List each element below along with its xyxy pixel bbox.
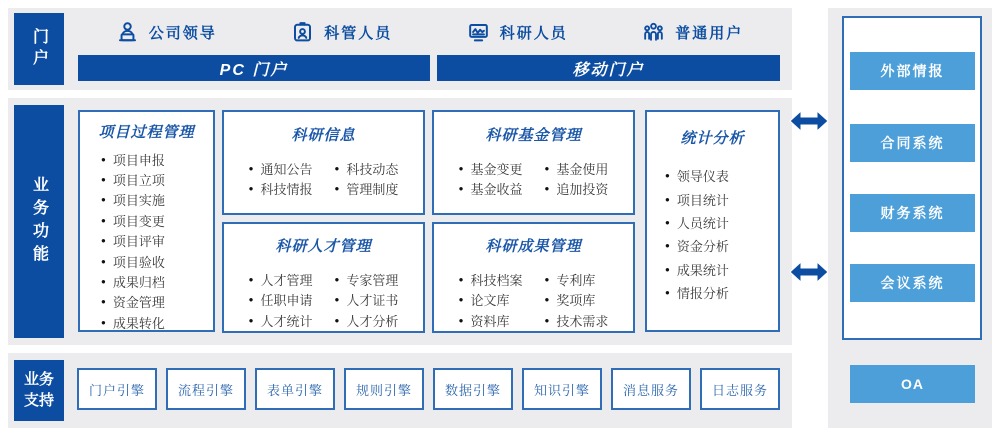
research-info-box [222, 110, 425, 215]
list-item: ● 人员统计 [665, 211, 778, 234]
list-item: ● 项目立项 [101, 169, 213, 189]
column [335, 158, 399, 199]
list-item: ● 人才管理 [249, 269, 313, 290]
portal-label-text: 门户 [30, 28, 48, 70]
research-fund-box [432, 110, 635, 215]
column [459, 269, 523, 331]
research-achievement-box [432, 222, 635, 333]
box-title: 项目过程管理 [98, 124, 195, 141]
list-item: ● 资料库 [459, 310, 523, 331]
system-finance: 财务系统 [850, 194, 975, 232]
list-item: ● 资金分析 [665, 234, 778, 257]
list-item: ● 技术需求 [545, 310, 609, 331]
badge-icon [290, 20, 315, 45]
list-item: ● 通知公告 [249, 158, 313, 179]
system-contract: 合同系统 [850, 124, 975, 162]
engine-data: 数据引擎 [433, 368, 513, 410]
engine-log: 日志服务 [700, 368, 780, 410]
list-item: ● 科技档案 [459, 269, 523, 290]
engine-workflow: 流程引擎 [166, 368, 246, 410]
list-item: ● 项目变更 [101, 210, 213, 230]
list-item: ● 成果统计 [665, 258, 778, 281]
column [335, 269, 399, 331]
column [249, 269, 313, 331]
portal-section-label [14, 13, 64, 85]
business-section-label [14, 105, 64, 338]
list-item: ● 管理制度 [335, 179, 399, 200]
list-item: ● 奖项库 [545, 290, 609, 311]
list-item: ● 项目评审 [101, 231, 213, 251]
list-item: ● 任职申请 [249, 290, 313, 311]
pc-portal-bar: PC 门户 [78, 55, 430, 81]
list-item: ● 领导仪表 [665, 164, 778, 187]
list-item: ● 基金变更 [459, 158, 523, 179]
support-engines-row [77, 368, 780, 410]
list-item: ● 专家管理 [335, 269, 399, 290]
mobile-portal-bar: 移动门户 [437, 55, 780, 81]
list-item: ● 科技动态 [335, 158, 399, 179]
research-talent-box [222, 222, 425, 333]
engine-message: 消息服务 [611, 368, 691, 410]
user-role-label: 公司领导 [148, 24, 217, 42]
list-item: ● 基金收益 [459, 179, 523, 200]
list-item: ● 项目验收 [101, 251, 213, 271]
list-item: ● 情报分析 [665, 281, 778, 304]
box-title: 统计分析 [680, 130, 745, 147]
system-external-intel: 外部情报 [850, 52, 975, 90]
box-item-columns [434, 158, 633, 199]
engine-form: 表单引擎 [255, 368, 335, 410]
user-role-leader [115, 20, 217, 45]
leader-icon [115, 20, 140, 45]
box-item-columns [224, 269, 423, 331]
list-item: ● 基金使用 [545, 158, 609, 179]
list-item: ● 科技情报 [249, 179, 313, 200]
column [459, 158, 523, 199]
list-item: ● 人才分析 [335, 310, 399, 331]
user-role-general [641, 20, 743, 45]
user-role-researcher [466, 20, 568, 45]
system-meeting: 会议系统 [850, 264, 975, 302]
statistics-analysis-box [645, 110, 780, 332]
box-title: 科研信息 [291, 127, 356, 144]
box-title: 科研成果管理 [485, 238, 582, 255]
list-item: ● 项目申报 [101, 149, 213, 169]
double-arrow-icon [789, 106, 829, 136]
column [249, 158, 313, 199]
list-item: ● 项目统计 [665, 187, 778, 210]
box-item-columns [434, 269, 633, 331]
list-item: ● 项目实施 [101, 190, 213, 210]
list-item: ● 追加投资 [545, 179, 609, 200]
business-label-text: 业务功能 [30, 175, 48, 268]
user-role-label: 普通用户 [675, 24, 744, 42]
engine-rule: 规则引擎 [344, 368, 424, 410]
support-label-text: 业务支持 [23, 371, 54, 409]
user-role-label: 科管人员 [324, 24, 393, 42]
support-section-label [14, 360, 64, 421]
double-arrow-icon [789, 257, 829, 287]
user-roles-row [78, 14, 780, 50]
box-item-list [647, 164, 778, 304]
list-item: ● 人才统计 [249, 310, 313, 331]
system-oa: OA [850, 365, 975, 403]
monitor-icon [466, 20, 491, 45]
user-role-label: 科研人员 [499, 24, 568, 42]
list-item: ● 论文库 [459, 290, 523, 311]
project-process-box [78, 110, 215, 332]
user-role-admin [290, 20, 392, 45]
list-item: ● 资金管理 [101, 292, 213, 312]
box-title: 科研人才管理 [275, 238, 372, 255]
engine-portal: 门户引擎 [77, 368, 157, 410]
box-item-list [80, 149, 213, 333]
box-title: 科研基金管理 [485, 127, 582, 144]
list-item: ● 成果归档 [101, 271, 213, 291]
engine-knowledge: 知识引擎 [522, 368, 602, 410]
column [545, 158, 609, 199]
column [545, 269, 609, 331]
group-icon [641, 20, 666, 45]
list-item: ● 专利库 [545, 269, 609, 290]
list-item: ● 人才证书 [335, 290, 399, 311]
box-item-columns [224, 158, 423, 199]
list-item: ● 成果转化 [101, 312, 213, 332]
